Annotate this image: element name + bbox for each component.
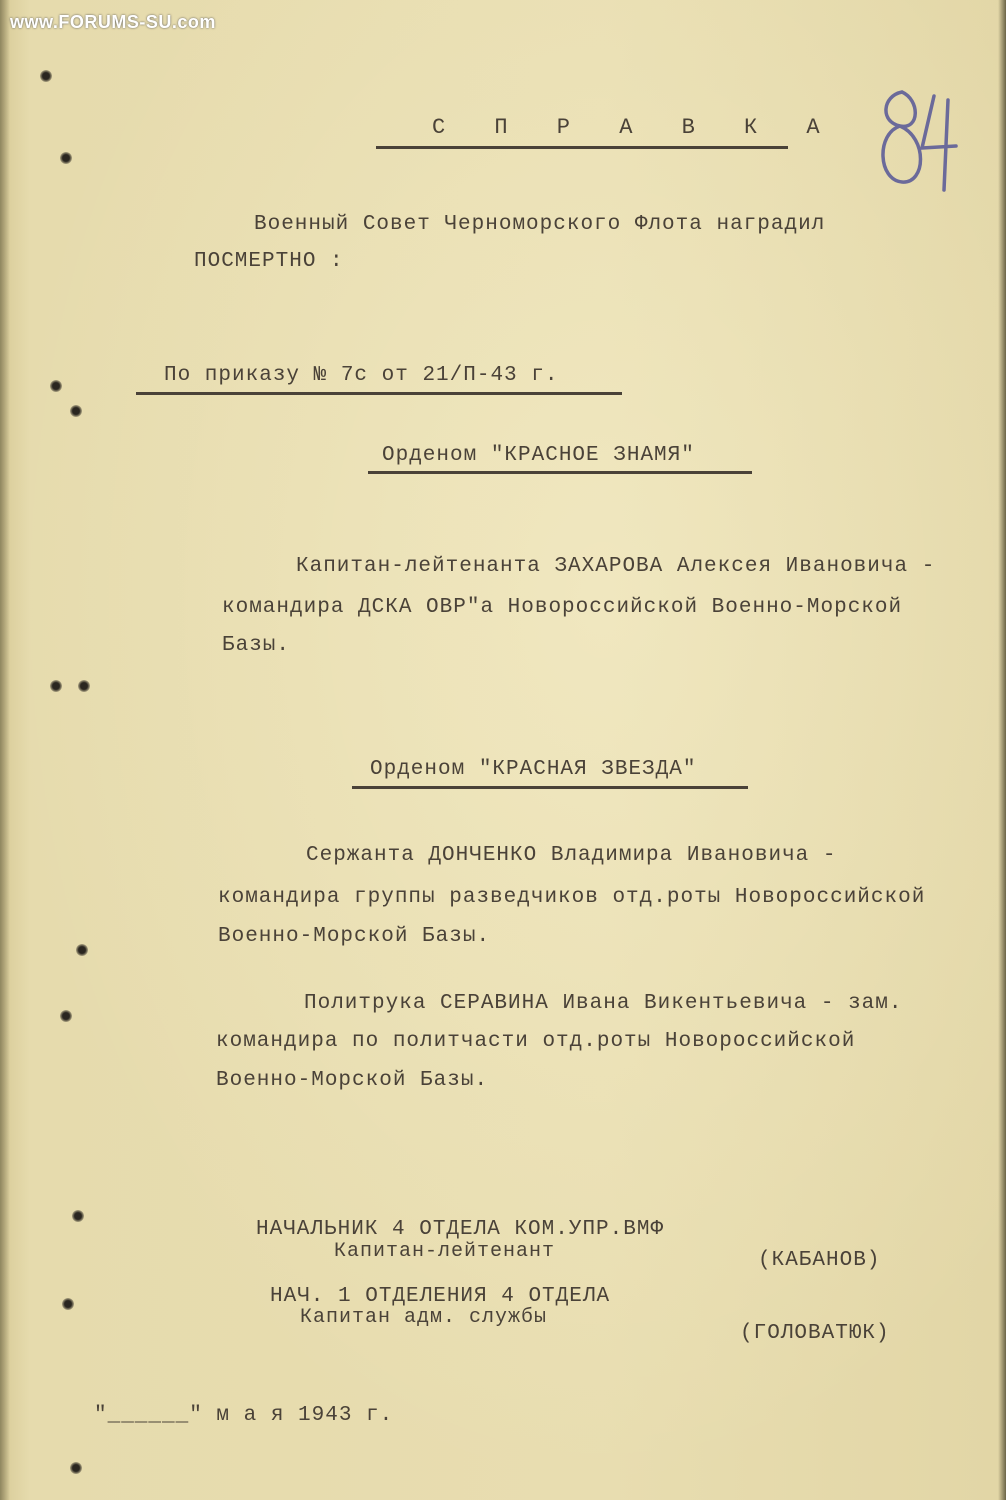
binder-hole bbox=[40, 70, 52, 82]
binder-hole bbox=[78, 680, 90, 692]
order-reference: По приказу № 7с от 21/П-43 г. bbox=[164, 364, 559, 387]
binder-hole bbox=[60, 1010, 72, 1022]
signature1-title: НАЧАЛЬНИК 4 ОТДЕЛА КОМ.УПР.ВМФ bbox=[256, 1218, 665, 1241]
award2-underline bbox=[352, 786, 748, 789]
award2-person2-line-1: Политрука СЕРАВИНА Ивана Викентьевича - зам. bbox=[304, 992, 903, 1015]
binder-hole bbox=[76, 944, 88, 956]
binder-hole bbox=[72, 1210, 84, 1222]
award2-person1-line-1: Сержанта ДОНЧЕНКО Владимира Ивановича - bbox=[306, 844, 837, 867]
signature1-name: (КАБАНОВ) bbox=[758, 1249, 881, 1272]
order-underline bbox=[136, 392, 622, 395]
award2-person2-line-3: Военно-Морской Базы. bbox=[216, 1069, 489, 1092]
binder-hole bbox=[50, 680, 62, 692]
award1-line-1: Капитан-лейтенанта ЗАХАРОВА Алексея Ивановича - bbox=[296, 555, 936, 578]
document-title: С П Р А В К А bbox=[432, 115, 838, 140]
page-left-edge bbox=[0, 0, 10, 1500]
binder-hole bbox=[50, 380, 62, 392]
binder-hole bbox=[62, 1298, 74, 1310]
award1-underline bbox=[368, 471, 752, 474]
signature2-rank: Капитан адм. службы bbox=[300, 1306, 548, 1329]
award2-person1-line-2: командира группы разведчиков отд.роты Новороссийской bbox=[218, 886, 926, 909]
award2-person1-line-3: Военно-Морской Базы. bbox=[218, 925, 491, 948]
binder-hole bbox=[70, 405, 82, 417]
award1-line-3: Базы. bbox=[222, 634, 291, 657]
award2-person2-line-2: командира по политчасти отд.роты Новороссийской bbox=[216, 1030, 856, 1053]
award1-heading: Орденом "КРАСНОЕ ЗНАМЯ" bbox=[382, 444, 695, 467]
handwritten-page-number bbox=[872, 78, 962, 198]
signature2-name: (ГОЛОВАТЮК) bbox=[740, 1322, 890, 1345]
watermark: www.FORUMS-SU.com bbox=[10, 12, 216, 32]
signature2-title: НАЧ. 1 ОТДЕЛЕНИЯ 4 ОТДЕЛА bbox=[270, 1285, 611, 1308]
award2-heading: Орденом "КРАСНАЯ ЗВЕЗДА" bbox=[370, 758, 697, 781]
award1-line-2: командира ДСКА ОВР"а Новороссийской Военно-Морской bbox=[222, 596, 903, 619]
signature1-rank: Капитан-лейтенант bbox=[334, 1240, 556, 1263]
intro-line-1: Военный Совет Черноморского Флота наградил bbox=[254, 213, 826, 236]
page-right-edge bbox=[998, 0, 1006, 1500]
intro-line-2: ПОСМЕРТНО : bbox=[194, 250, 344, 273]
binder-hole bbox=[60, 152, 72, 164]
title-underline bbox=[376, 146, 788, 149]
date-line: "______" м а я 1943 г. bbox=[94, 1404, 394, 1427]
binder-hole bbox=[70, 1462, 82, 1474]
